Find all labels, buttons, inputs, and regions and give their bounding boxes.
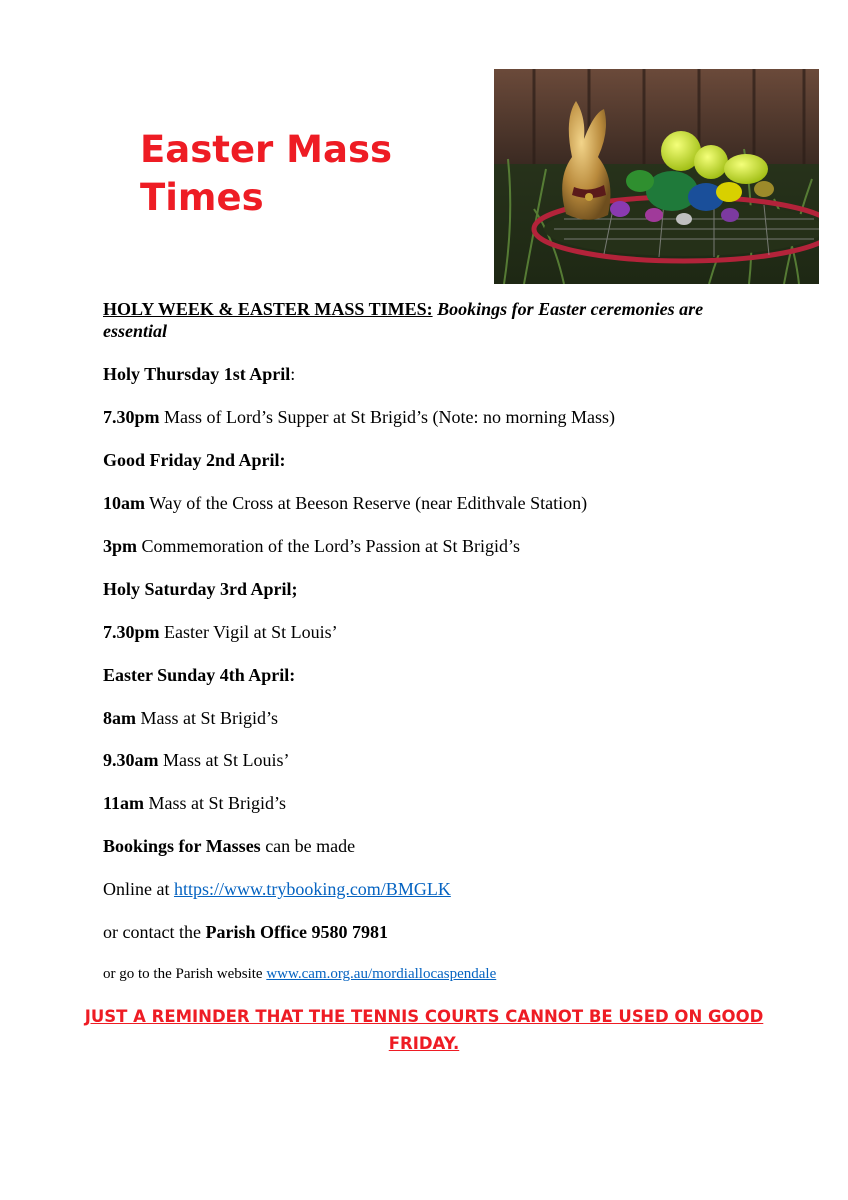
- list-item: 7.30pm Easter Vigil at St Louis’: [103, 622, 338, 642]
- day-heading: Easter Sunday 4th April:: [103, 665, 296, 685]
- website-line: or go to the Parish website www.cam.org.au/mordiallocaspendale: [103, 966, 497, 982]
- page-title: [140, 126, 480, 222]
- day-heading: Good Friday 2nd April:: [103, 450, 286, 470]
- day-heading: Holy Saturday 3rd April;: [103, 579, 298, 599]
- parish-website-link[interactable]: www.cam.org.au/mordiallocaspendale: [266, 966, 497, 982]
- title-line-2: Times: [140, 176, 264, 219]
- tennis-court-reminder: [60, 1003, 788, 1057]
- day-heading: Holy Thursday 1st April:: [103, 364, 296, 384]
- online-booking-line: Online at https://www.trybooking.com/BMGLK: [103, 879, 451, 899]
- list-item: 3pm Commemoration of the Lord’s Passion at St Brigid’s: [103, 536, 520, 556]
- list-item: 8am Mass at St Brigid’s: [103, 708, 279, 728]
- contact-line: or contact the Parish Office 9580 7981: [103, 922, 388, 942]
- intro-heading: HOLY WEEK & EASTER MASS TIMES:: [103, 299, 433, 319]
- list-item: 11am Mass at St Brigid’s: [103, 793, 287, 813]
- reminder-line-2: FRIDAY.: [388, 1034, 460, 1053]
- list-item: 7.30pm Mass of Lord’s Supper at St Brigid’s (Note: no morning Mass): [103, 407, 615, 427]
- list-item: 9.30am Mass at St Louis’: [103, 750, 290, 770]
- easter-photo: [494, 69, 819, 284]
- reminder-line-1: JUST A REMINDER THAT THE TENNIS COURTS CANNOT BE USED ON GOOD: [84, 1007, 764, 1026]
- easter-bunny-photo-icon: [494, 69, 819, 284]
- intro-note: Bookings for Easter ceremonies are essential: [103, 299, 704, 341]
- trybooking-link[interactable]: https://www.trybooking.com/BMGLK: [173, 879, 451, 899]
- list-item: 10am Way of the Cross at Beeson Reserve (near Edithvale Station): [103, 493, 588, 513]
- title-line-1: Easter Mass: [140, 128, 393, 171]
- parish-office-phone: Parish Office 9580 7981: [205, 922, 388, 942]
- bookings-line: Bookings for Masses can be made: [103, 836, 356, 856]
- intro-paragraph: [103, 298, 763, 342]
